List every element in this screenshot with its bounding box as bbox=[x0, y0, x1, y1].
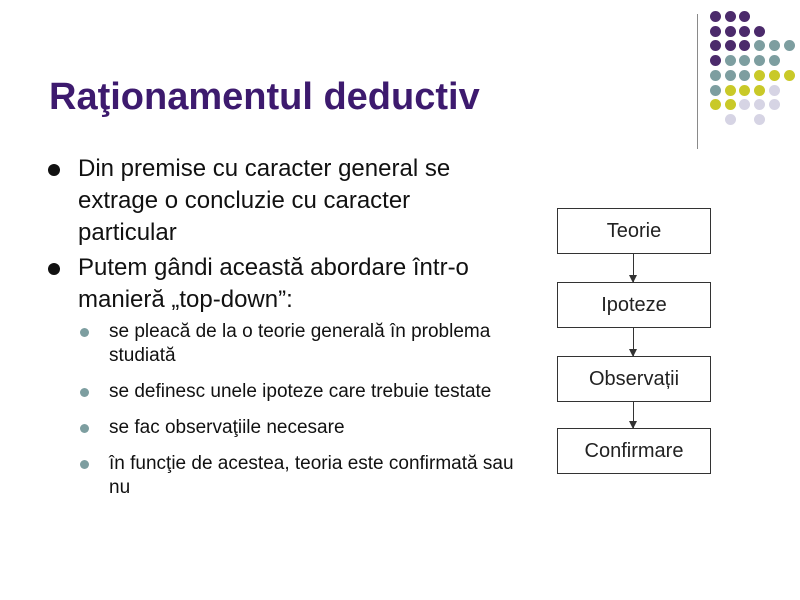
decorative-dot bbox=[754, 70, 765, 81]
sub-bullet-item bbox=[45, 380, 515, 404]
decorative-dot bbox=[710, 26, 721, 37]
flowchart-arrow bbox=[633, 253, 634, 282]
sub-bullet-dot-icon bbox=[80, 388, 89, 397]
sub-bullet-item bbox=[45, 452, 515, 500]
decorative-dot bbox=[710, 11, 721, 22]
sub-bullet-dot-icon bbox=[80, 328, 89, 337]
sub-bullet-item bbox=[45, 416, 515, 440]
decorative-dot bbox=[725, 55, 736, 66]
sub-bullet-list bbox=[45, 320, 515, 500]
decorative-dot bbox=[754, 85, 765, 96]
sub-bullet-dot-icon bbox=[80, 460, 89, 469]
decorative-dot bbox=[710, 55, 721, 66]
bullet-text: Putem gândi această abordare într-o manieră „top-down”: bbox=[78, 254, 469, 313]
decorative-dot bbox=[725, 99, 736, 110]
flowchart-box-observatii: Observații bbox=[557, 356, 711, 402]
decorative-dot bbox=[754, 99, 765, 110]
bullet-text: Din premise cu caracter general se extrage o concluzie cu caracter particular bbox=[78, 155, 451, 246]
decorative-dot bbox=[725, 114, 736, 125]
decorative-dot bbox=[725, 70, 736, 81]
sub-bullet-item bbox=[45, 320, 515, 368]
decorative-dot bbox=[754, 114, 765, 125]
bullet-dot-icon bbox=[48, 164, 60, 176]
decorative-dot bbox=[710, 70, 721, 81]
decorative-dot bbox=[739, 40, 750, 51]
decorative-dot bbox=[739, 85, 750, 96]
decorative-dot bbox=[725, 85, 736, 96]
decorative-divider-line bbox=[697, 14, 698, 149]
decorative-dot bbox=[725, 11, 736, 22]
slide-title: Raţionamentul deductiv bbox=[49, 76, 480, 118]
flowchart-box-ipoteze: Ipoteze bbox=[557, 282, 711, 328]
decorative-dot bbox=[739, 11, 750, 22]
decorative-dot bbox=[739, 55, 750, 66]
flowchart-arrow bbox=[633, 327, 634, 356]
decorative-dot bbox=[784, 40, 795, 51]
flowchart-box-teorie: Teorie bbox=[557, 208, 711, 254]
decorative-dot-grid bbox=[710, 11, 790, 131]
decorative-dot bbox=[710, 85, 721, 96]
flowchart-arrow bbox=[633, 401, 634, 428]
decorative-dot bbox=[769, 40, 780, 51]
decorative-dot bbox=[710, 40, 721, 51]
decorative-dot bbox=[710, 99, 721, 110]
decorative-dot bbox=[725, 40, 736, 51]
decorative-dot bbox=[769, 70, 780, 81]
bullet-dot-icon bbox=[48, 263, 60, 275]
bullet-item bbox=[45, 252, 515, 316]
flowchart-box-confirmare: Confirmare bbox=[557, 428, 711, 474]
decorative-dot bbox=[769, 55, 780, 66]
decorative-dot bbox=[725, 26, 736, 37]
sub-bullet-text: se fac observaţiile necesare bbox=[109, 417, 345, 438]
decorative-dot bbox=[769, 85, 780, 96]
decorative-dot bbox=[784, 70, 795, 81]
decorative-dot bbox=[739, 99, 750, 110]
bullet-item bbox=[45, 153, 515, 249]
decorative-dot bbox=[769, 99, 780, 110]
sub-bullet-text: în funcţie de acestea, teoria este confirmată sau nu bbox=[109, 453, 514, 498]
decorative-dot bbox=[754, 55, 765, 66]
sub-bullet-text: se definesc unele ipoteze care trebuie testate bbox=[109, 381, 492, 402]
sub-bullet-text: se pleacă de la o teorie generală în problema studiată bbox=[109, 321, 491, 366]
sub-bullet-dot-icon bbox=[80, 424, 89, 433]
decorative-dot bbox=[754, 26, 765, 37]
decorative-dot bbox=[739, 26, 750, 37]
decorative-dot bbox=[754, 40, 765, 51]
bullet-list bbox=[45, 153, 515, 512]
flowchart bbox=[557, 208, 711, 473]
decorative-dot bbox=[739, 70, 750, 81]
